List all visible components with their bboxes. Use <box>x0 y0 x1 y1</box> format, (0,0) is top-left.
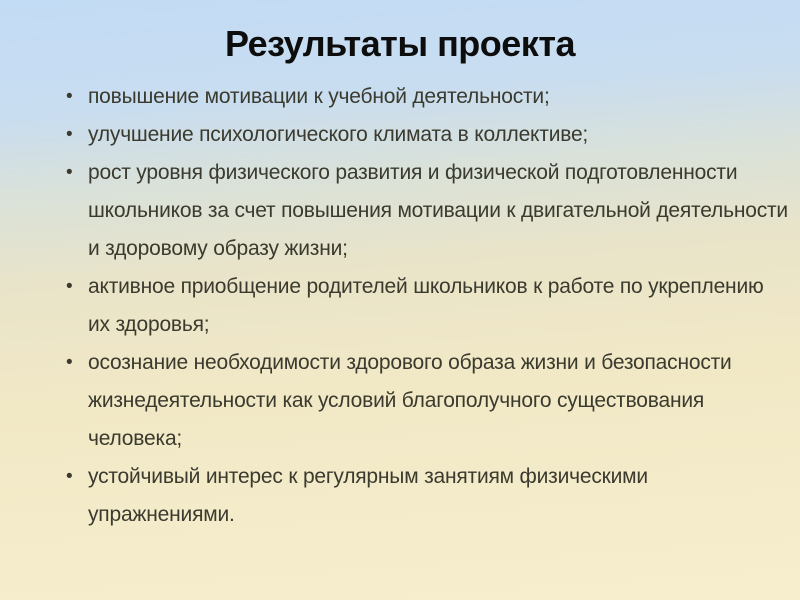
bullet-text: улучшение психологического климата в коллективе; <box>88 123 589 146</box>
slide-title: Результаты проекта <box>225 23 575 64</box>
bullet-text: осознание необходимости здорового образа жизни и безопасности жизнедеятельности как условий благополучного существования человека; <box>88 351 732 450</box>
bullet-item <box>64 268 788 344</box>
bullet-icon: • <box>66 276 73 297</box>
bullet-icon: • <box>66 124 73 145</box>
bullet-item <box>64 458 788 534</box>
bullet-item <box>64 154 788 268</box>
bullet-icon: • <box>66 86 73 107</box>
bullet-list <box>64 78 788 534</box>
bullet-icon: • <box>66 352 73 373</box>
bullet-text: устойчивый интерес к регулярным занятиям физическими упражнениями. <box>88 465 648 526</box>
bullet-item <box>64 78 788 116</box>
bullet-icon: • <box>66 466 73 487</box>
bullet-text: повышение мотивации к учебной деятельности; <box>88 85 550 108</box>
bullet-text: рост уровня физического развития и физической подготовленности школьников за счет повышения мотивации к двигательной деятельности и здоровому образу жизни; <box>88 161 788 260</box>
bullet-item <box>64 116 788 154</box>
bullet-icon: • <box>66 162 73 183</box>
bullet-item <box>64 344 788 458</box>
bullet-text: активное приобщение родителей школьников к работе по укреплению их здоровья; <box>88 275 764 336</box>
